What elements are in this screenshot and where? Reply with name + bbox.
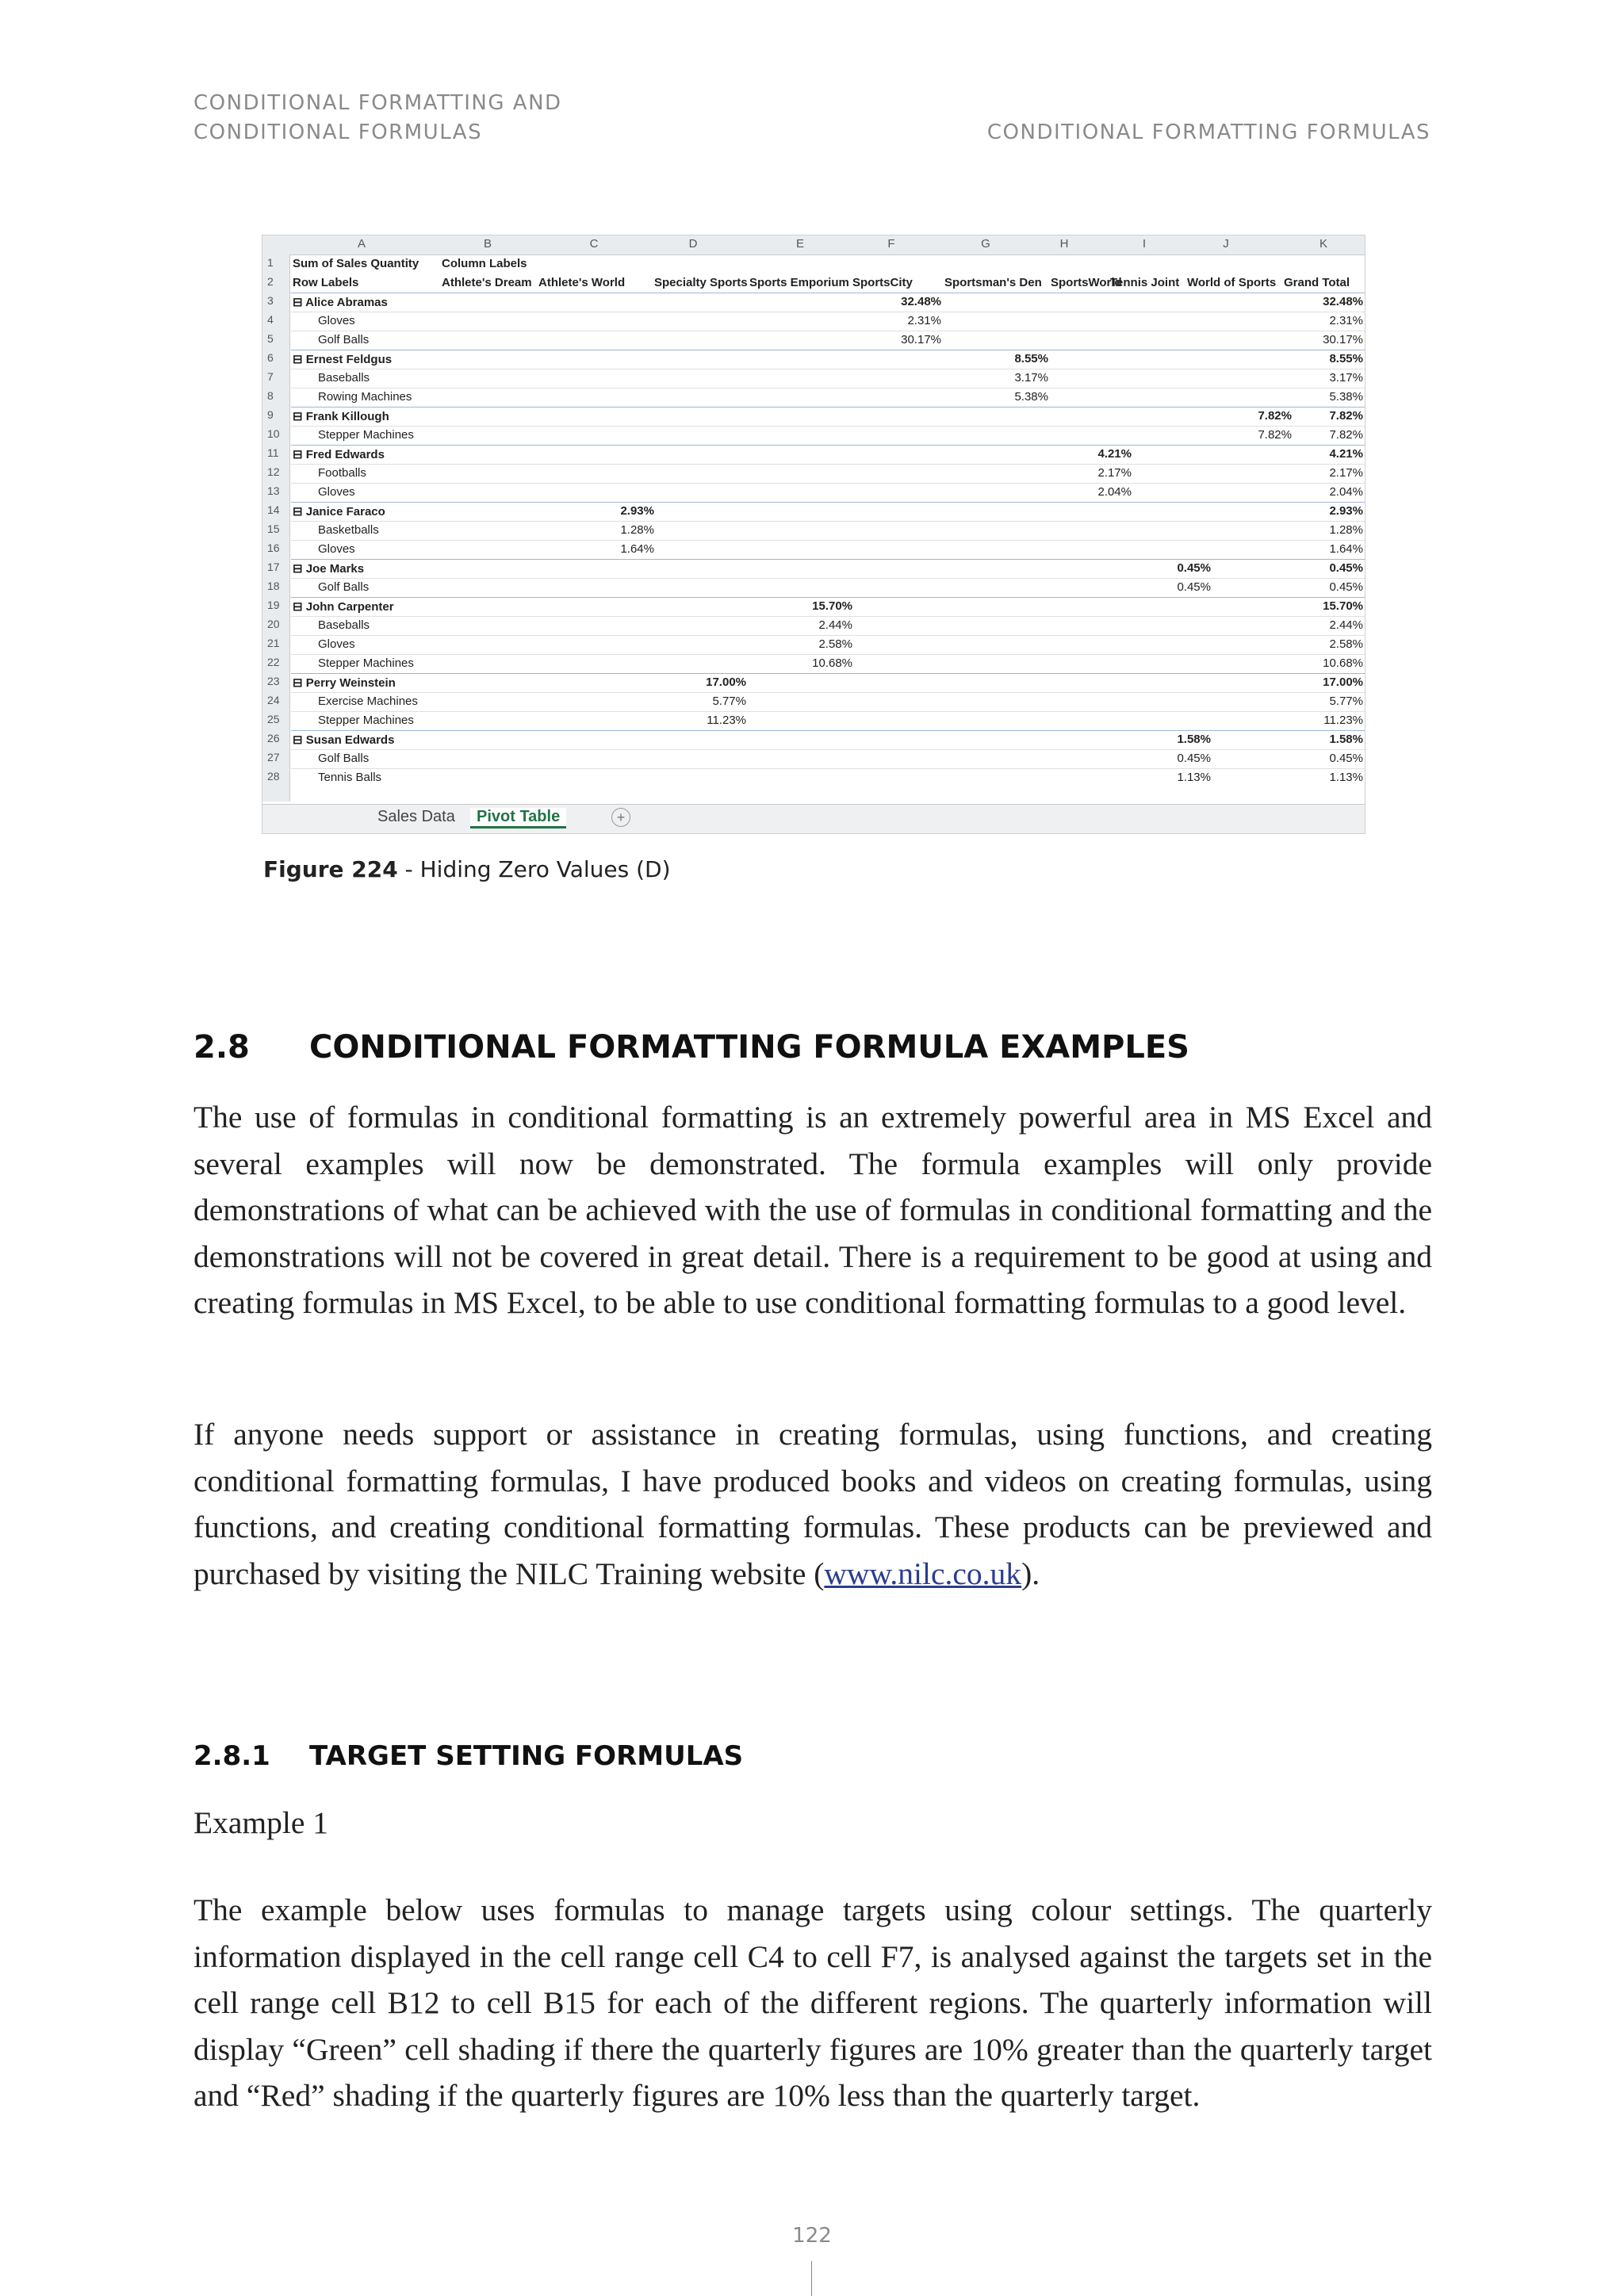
gridline — [291, 502, 1365, 503]
cell-grand-total: 15.70% — [1323, 599, 1363, 613]
cell-value: 2.17% — [1097, 466, 1132, 480]
row-number: 15 — [267, 522, 280, 535]
nilc-website-link[interactable]: www.nilc.co.uk — [824, 1556, 1022, 1591]
pivot-grid — [291, 254, 1365, 802]
column-header-K: K — [1319, 237, 1328, 251]
figure-text: - Hiding Zero Values (D) — [397, 856, 671, 882]
row-label: ⊟ John Carpenter — [293, 600, 394, 614]
row-label: Gloves — [318, 542, 355, 556]
cell-value: 0.45% — [1177, 561, 1211, 575]
gridline — [291, 426, 1365, 427]
cell-grand-total: 1.28% — [1329, 523, 1363, 537]
gridline — [291, 445, 1365, 446]
cell-value: 7.82% — [1258, 428, 1292, 442]
column-header-F: F — [887, 237, 895, 251]
cell-grand-total: 30.17% — [1323, 333, 1363, 346]
row-label: ⊟ Ernest Feldgus — [293, 353, 393, 366]
cell-grand-total: 1.13% — [1329, 771, 1363, 784]
row-number: 5 — [267, 332, 274, 345]
cell-value: 0.45% — [1177, 752, 1211, 765]
cell-header: Tennis Joint — [1110, 276, 1180, 289]
row-number: 24 — [267, 694, 280, 706]
running-header-right: CONDITIONAL FORMATTING FORMULAS — [986, 121, 1431, 144]
gridline — [291, 483, 1365, 484]
row-number: 1 — [267, 256, 274, 269]
subsection-number: 2.8.1 — [193, 1740, 270, 1772]
column-header-J: J — [1223, 237, 1229, 251]
column-header-A: A — [357, 237, 366, 251]
cell-value: 5.38% — [1014, 390, 1048, 404]
gridline — [291, 692, 1365, 693]
tab-sales-data[interactable]: Sales Data — [377, 808, 455, 825]
figure-caption — [263, 856, 671, 882]
column-header-B: B — [483, 237, 492, 251]
paragraph-intro: The use of formulas in conditional formatting is an extremely powerful area in MS Excel and several examples will now be demonstrated. The formula examples will only provide demonstrations of what can be achieved with the use of formulas in conditional formatting and the demonstrations will not be covered in great detail. There is a requirement to be good at using and creating formulas in MS Excel, to be able to use conditional formatting formulas to a good level. — [193, 1100, 1432, 1320]
row-label: Baseballs — [318, 618, 370, 632]
gridline — [291, 654, 1365, 655]
cell-value: 8.55% — [1014, 352, 1048, 365]
cell-grand-total: 10.68% — [1323, 656, 1363, 670]
row-number: 16 — [267, 541, 280, 554]
gridline — [291, 521, 1365, 522]
column-header-I: I — [1142, 237, 1147, 251]
row-label: Tennis Balls — [318, 771, 382, 784]
row-label: Footballs — [318, 466, 366, 480]
row-number: 13 — [267, 484, 280, 497]
cell-grand-total: 11.23% — [1323, 714, 1363, 727]
running-header-left-line2: CONDITIONAL FORMULAS — [193, 121, 483, 144]
cell-value: 7.82% — [1258, 409, 1292, 423]
column-headers — [262, 235, 1365, 255]
cell-value: 17.00% — [706, 675, 746, 689]
section-title: CONDITIONAL FORMATTING FORMULA EXAMPLES — [309, 1029, 1189, 1066]
cell-grand-total: 3.17% — [1329, 371, 1363, 385]
row-number: 18 — [267, 580, 280, 592]
cell-value: 3.17% — [1014, 371, 1048, 385]
row-number: 14 — [267, 503, 280, 516]
row-number: 20 — [267, 618, 280, 630]
cell-value: 2.44% — [818, 618, 852, 632]
cell-value: 2.93% — [620, 504, 654, 518]
gridline — [291, 597, 1365, 598]
gridline — [291, 616, 1365, 617]
cell-grand-total: 1.58% — [1329, 733, 1363, 746]
column-header-H: H — [1059, 237, 1069, 251]
row-number: 11 — [267, 446, 279, 459]
row-label: ⊟ Susan Edwards — [293, 733, 395, 747]
cell-header: Row Labels — [293, 276, 359, 289]
cell-grand-total: 1.64% — [1329, 542, 1363, 556]
row-number: 12 — [267, 465, 280, 478]
cell-header: Sports Emporium — [749, 276, 849, 289]
row-label: Golf Balls — [318, 580, 370, 594]
row-number: 28 — [267, 770, 280, 783]
row-label: ⊟ Joe Marks — [293, 562, 365, 576]
cell-grand-total: 0.45% — [1329, 580, 1363, 594]
cell-grand-total: 2.31% — [1329, 314, 1363, 327]
cell-grand-total: 7.82% — [1329, 428, 1363, 442]
gridline — [291, 559, 1365, 560]
gridline — [291, 578, 1365, 579]
gridline — [291, 730, 1365, 731]
paragraph-example: The example below uses formulas to manage targets using colour settings. The quarterly information displayed in the cell range cell C4 to cell F7, is analysed against the targets set in the cell range cell B12 to cell B15 for each of the different regions. The quarterly information will display “Green” cell shading if there the quarterly figures are 10% greater than the quarterly target and “Red” shading if the quarterly figures are 10% less than the quarterly target. — [193, 1892, 1432, 2113]
row-label: Gloves — [318, 485, 355, 499]
cell-header: Grand Total — [1284, 276, 1350, 289]
cell-header: Athlete's World — [538, 276, 626, 289]
cell-grand-total: 2.17% — [1329, 466, 1363, 480]
figure-label: Figure 224 — [263, 856, 398, 882]
page-number: 122 — [792, 2224, 832, 2248]
row-label: Stepper Machines — [318, 428, 414, 442]
row-number: 8 — [267, 389, 274, 402]
cell-grand-total: 2.93% — [1329, 504, 1363, 518]
page-number-rule — [811, 2261, 812, 2296]
row-number: 6 — [267, 351, 274, 364]
section-number: 2.8 — [193, 1029, 250, 1066]
row-number: 9 — [267, 408, 274, 421]
row-number: 7 — [267, 370, 274, 383]
pivot-table-screenshot — [262, 235, 1365, 834]
cell-grand-total: 2.58% — [1329, 637, 1363, 651]
row-number: 26 — [267, 732, 280, 744]
paragraph-support-text: If anyone needs support or assistance in creating formulas, using functions, and creating conditional formatting formulas, I have produced books and videos on creating formulas, using functions, and creating conditional formatting formulas. These products can be previewed and purchased by visiting the NILC Training website ( — [193, 1417, 1432, 1591]
cell-value: 4.21% — [1097, 447, 1132, 461]
sheet-tab-bar — [262, 804, 1365, 833]
row-number: 27 — [267, 751, 280, 763]
gridline — [291, 749, 1365, 750]
cell-grand-total: 5.77% — [1329, 695, 1363, 708]
tab-pivot-table[interactable]: Pivot Table — [470, 808, 566, 828]
row-label: Baseballs — [318, 371, 370, 385]
cell-header: Athlete's Dream — [442, 276, 532, 289]
cell-grand-total: 8.55% — [1329, 352, 1363, 365]
gridline — [291, 673, 1365, 674]
paragraph-support-end: ). — [1021, 1556, 1040, 1591]
row-number: 17 — [267, 561, 280, 573]
row-label: ⊟ Fred Edwards — [293, 448, 385, 461]
row-number: 22 — [267, 656, 280, 668]
row-label: Stepper Machines — [318, 714, 414, 727]
add-sheet-icon[interactable]: + — [611, 808, 630, 827]
gridline — [291, 407, 1365, 408]
row-number: 3 — [267, 294, 274, 307]
row-label: ⊟ Alice Abramas — [293, 296, 388, 309]
gridline — [291, 711, 1365, 712]
column-header-D: D — [688, 237, 698, 251]
cell-grand-total: 4.21% — [1329, 447, 1363, 461]
row-number: 19 — [267, 599, 280, 611]
example-label: Example 1 — [193, 1805, 329, 1840]
paragraph-support — [193, 1411, 1432, 1597]
row-label: ⊟ Janice Faraco — [293, 505, 385, 519]
row-label: Stepper Machines — [318, 656, 414, 670]
row-label: Golf Balls — [318, 333, 370, 346]
row-number: 2 — [267, 275, 274, 288]
gridline — [291, 635, 1365, 636]
row-label: Gloves — [318, 637, 355, 651]
row-label: Rowing Machines — [318, 390, 412, 404]
cell-values-label: Sum of Sales Quantity — [293, 257, 419, 270]
cell-value: 15.70% — [812, 599, 852, 613]
row-number: 10 — [267, 427, 280, 440]
cell-value: 0.45% — [1177, 580, 1211, 594]
cell-header: Sportsman's Den — [944, 276, 1042, 289]
cell-value: 1.28% — [620, 523, 654, 537]
row-label: Gloves — [318, 314, 355, 327]
cell-header: SportsCity — [852, 276, 913, 289]
running-header-left — [193, 89, 562, 147]
running-header-left-line1: CONDITIONAL FORMATTING AND — [193, 91, 562, 115]
row-label: ⊟ Frank Killough — [293, 410, 389, 423]
cell-grand-total: 0.45% — [1329, 561, 1363, 575]
gridline — [291, 540, 1365, 541]
section-heading — [193, 1029, 1189, 1066]
cell-value: 1.64% — [620, 542, 654, 556]
cell-grand-total: 2.04% — [1329, 485, 1363, 499]
gridline — [291, 464, 1365, 465]
row-label: Exercise Machines — [318, 695, 418, 708]
cell-grand-total: 32.48% — [1323, 295, 1363, 308]
cell-value: 2.31% — [907, 314, 941, 327]
cell-value: 5.77% — [712, 695, 746, 708]
row-number: 23 — [267, 675, 280, 687]
cell-value: 32.48% — [901, 295, 941, 308]
subsection-title: TARGET SETTING FORMULAS — [309, 1740, 744, 1772]
row-label: ⊟ Perry Weinstein — [293, 676, 396, 690]
row-number: 21 — [267, 637, 280, 649]
cell-value: 1.13% — [1177, 771, 1211, 784]
row-number: 4 — [267, 313, 274, 326]
row-number: 25 — [267, 713, 280, 725]
column-header-G: G — [981, 237, 990, 251]
cell-header: SportsWorld — [1051, 276, 1122, 289]
row-label: Golf Balls — [318, 752, 370, 765]
cell-header: World of Sports — [1187, 276, 1277, 289]
cell-grand-total: 2.44% — [1329, 618, 1363, 632]
cell-grand-total: 0.45% — [1329, 752, 1363, 765]
cell-value: 2.58% — [818, 637, 852, 651]
cell-value: 11.23% — [707, 714, 746, 727]
cell-column-labels: Column Labels — [442, 257, 527, 270]
cell-value: 30.17% — [901, 333, 941, 346]
subsection-heading — [193, 1740, 743, 1772]
cell-value: 10.68% — [812, 656, 852, 670]
cell-value: 2.04% — [1097, 485, 1132, 499]
row-label: Basketballs — [318, 523, 379, 537]
cell-header: Specialty Sports — [654, 276, 748, 289]
gridline — [291, 768, 1365, 769]
column-header-C: C — [589, 237, 599, 251]
column-header-E: E — [795, 237, 805, 251]
cell-grand-total: 5.38% — [1329, 390, 1363, 404]
row-numbers — [262, 254, 290, 802]
cell-grand-total: 7.82% — [1329, 409, 1363, 423]
cell-grand-total: 17.00% — [1323, 675, 1363, 689]
cell-value: 1.58% — [1177, 733, 1211, 746]
